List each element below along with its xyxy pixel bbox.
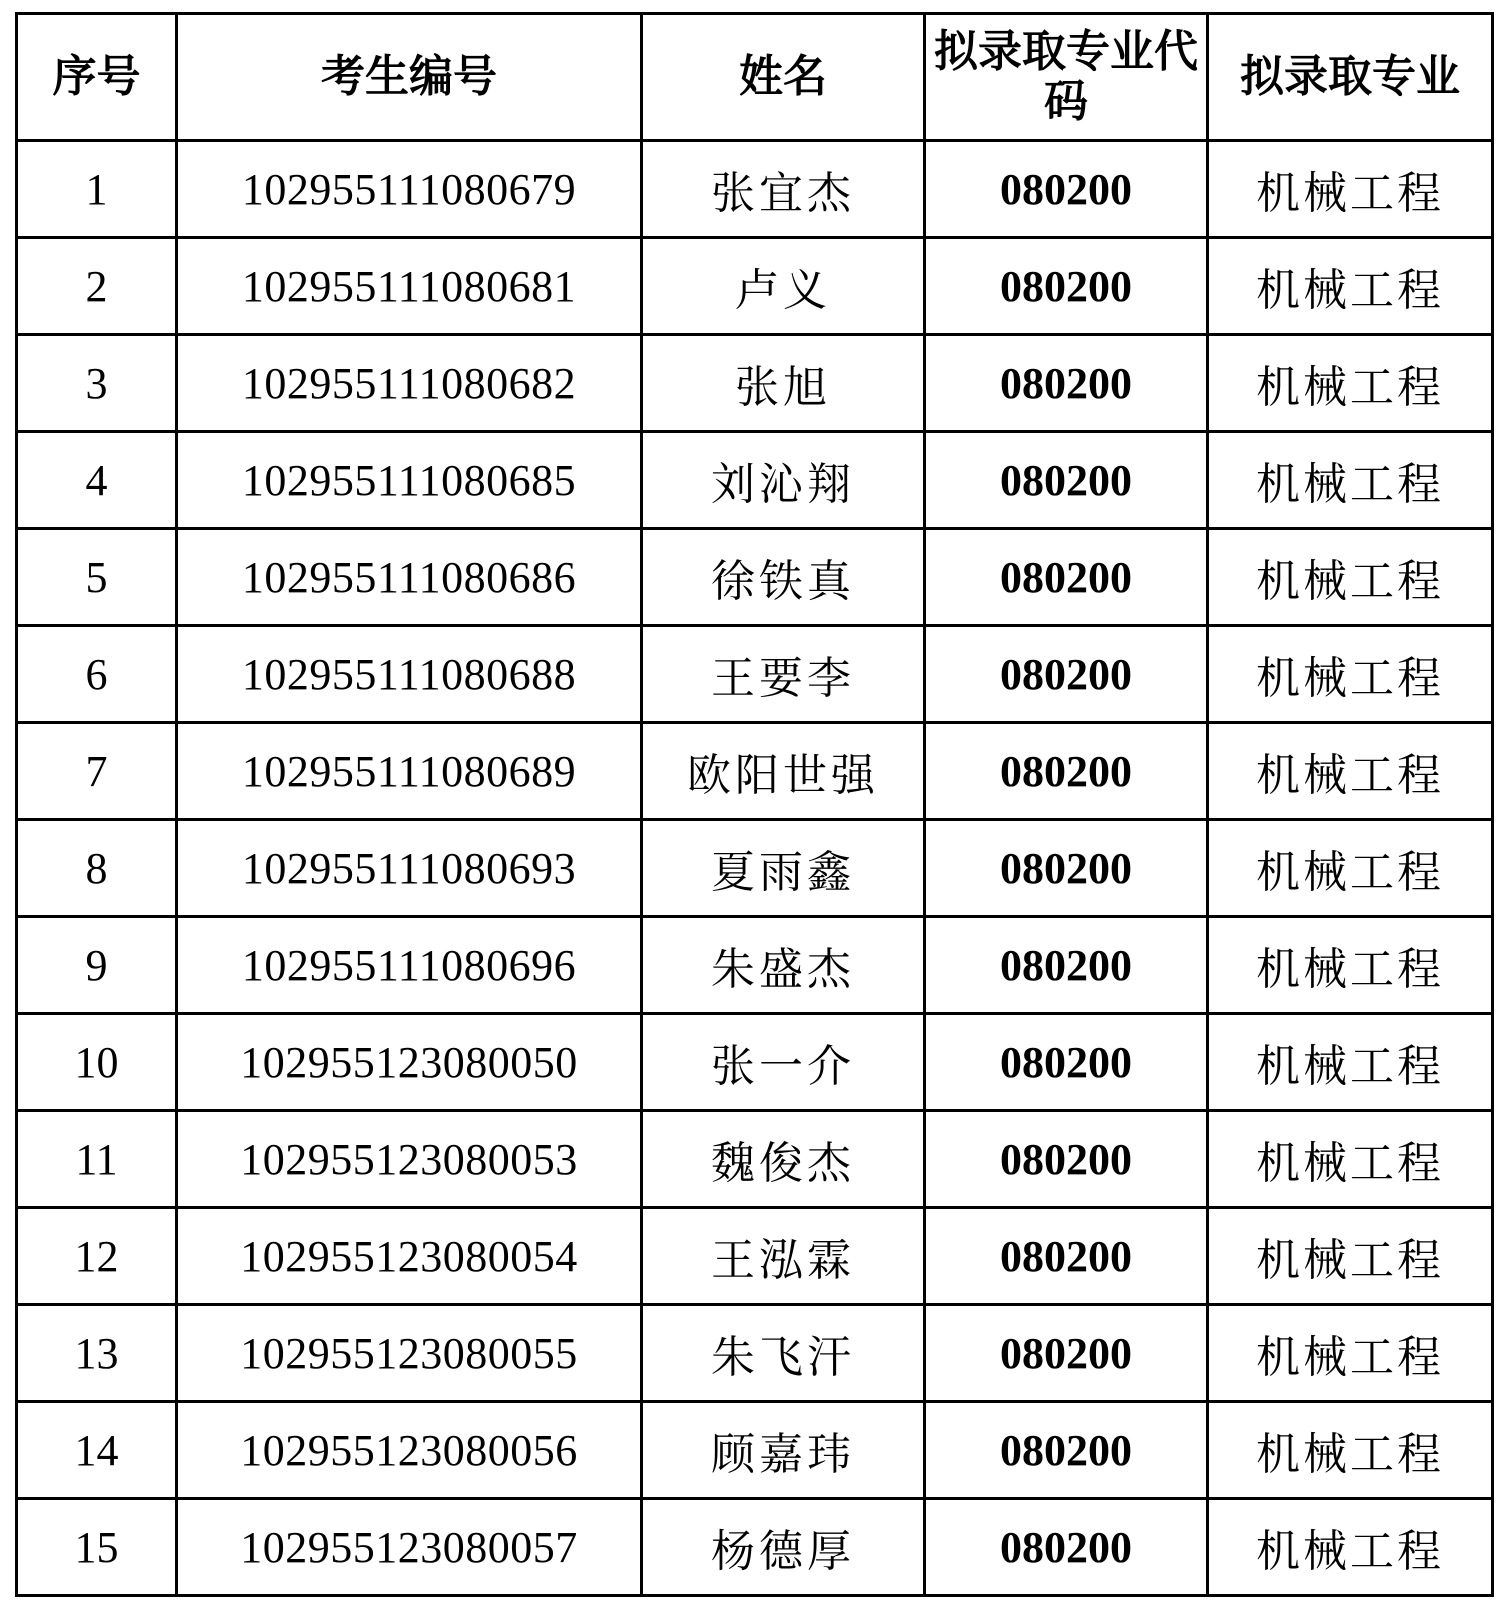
cell-major-code: 080200 [925,1499,1208,1596]
table-row [17,1014,1493,1111]
cell-major-code: 080200 [925,1305,1208,1402]
table-row [17,238,1493,335]
cell-exam-id: 102955111080696 [177,917,642,1014]
table-row [17,917,1493,1014]
cell-exam-id: 102955123080054 [177,1208,642,1305]
cell-seq: 12 [17,1208,177,1305]
cell-major: 机械工程 [1208,1402,1493,1499]
cell-seq: 13 [17,1305,177,1402]
table-row [17,432,1493,529]
cell-major-code: 080200 [925,141,1208,238]
cell-name: 杨德厚 [642,1499,925,1596]
cell-exam-id: 102955123080055 [177,1305,642,1402]
table-row [17,529,1493,626]
cell-major-code: 080200 [925,529,1208,626]
cell-major-code: 080200 [925,1014,1208,1111]
cell-seq: 15 [17,1499,177,1596]
cell-major: 机械工程 [1208,1208,1493,1305]
cell-major-code: 080200 [925,917,1208,1014]
cell-major: 机械工程 [1208,1305,1493,1402]
cell-name: 张旭 [642,335,925,432]
header-seq: 序号 [17,14,177,141]
cell-major-code: 080200 [925,432,1208,529]
cell-name: 欧阳世强 [642,723,925,820]
cell-exam-id: 102955123080053 [177,1111,642,1208]
cell-exam-id: 102955123080056 [177,1402,642,1499]
cell-name: 卢义 [642,238,925,335]
cell-major-code: 080200 [925,723,1208,820]
cell-name: 张宜杰 [642,141,925,238]
cell-major: 机械工程 [1208,917,1493,1014]
cell-name: 王要李 [642,626,925,723]
cell-name: 夏雨鑫 [642,820,925,917]
table-row [17,141,1493,238]
cell-name: 刘沁翔 [642,432,925,529]
cell-exam-id: 102955111080693 [177,820,642,917]
cell-major: 机械工程 [1208,238,1493,335]
cell-major: 机械工程 [1208,1499,1493,1596]
cell-name: 顾嘉玮 [642,1402,925,1499]
table-row [17,1208,1493,1305]
admission-table [15,12,1494,1597]
header-name: 姓名 [642,14,925,141]
cell-major-code: 080200 [925,238,1208,335]
cell-major: 机械工程 [1208,335,1493,432]
table-row [17,820,1493,917]
cell-name: 朱飞汗 [642,1305,925,1402]
cell-major: 机械工程 [1208,529,1493,626]
cell-seq: 6 [17,626,177,723]
cell-exam-id: 102955111080685 [177,432,642,529]
cell-seq: 9 [17,917,177,1014]
cell-major: 机械工程 [1208,1014,1493,1111]
header-major-code: 拟录取专业代码 [925,14,1208,141]
table-row [17,626,1493,723]
table-row [17,1111,1493,1208]
cell-major: 机械工程 [1208,820,1493,917]
cell-major: 机械工程 [1208,626,1493,723]
cell-name: 魏俊杰 [642,1111,925,1208]
cell-major: 机械工程 [1208,141,1493,238]
cell-major: 机械工程 [1208,432,1493,529]
header-major: 拟录取专业 [1208,14,1493,141]
table-row [17,723,1493,820]
cell-exam-id: 102955111080682 [177,335,642,432]
header-exam-id: 考生编号 [177,14,642,141]
cell-seq: 2 [17,238,177,335]
cell-major-code: 080200 [925,1208,1208,1305]
cell-major: 机械工程 [1208,1111,1493,1208]
cell-seq: 11 [17,1111,177,1208]
cell-exam-id: 102955123080057 [177,1499,642,1596]
cell-major: 机械工程 [1208,723,1493,820]
cell-seq: 3 [17,335,177,432]
table-body [17,141,1493,1596]
table-row [17,1402,1493,1499]
cell-name: 张一介 [642,1014,925,1111]
cell-seq: 10 [17,1014,177,1111]
cell-name: 王泓霖 [642,1208,925,1305]
table-row [17,1499,1493,1596]
header-row [17,14,1493,141]
cell-seq: 4 [17,432,177,529]
cell-major-code: 080200 [925,626,1208,723]
cell-exam-id: 102955111080686 [177,529,642,626]
cell-name: 朱盛杰 [642,917,925,1014]
cell-seq: 8 [17,820,177,917]
cell-seq: 7 [17,723,177,820]
cell-exam-id: 102955123080050 [177,1014,642,1111]
cell-seq: 14 [17,1402,177,1499]
cell-name: 徐铁真 [642,529,925,626]
cell-exam-id: 102955111080689 [177,723,642,820]
cell-seq: 5 [17,529,177,626]
table-row [17,1305,1493,1402]
cell-seq: 1 [17,141,177,238]
cell-major-code: 080200 [925,820,1208,917]
cell-exam-id: 102955111080679 [177,141,642,238]
table-header [17,14,1493,141]
table-row [17,335,1493,432]
cell-exam-id: 102955111080681 [177,238,642,335]
cell-major-code: 080200 [925,335,1208,432]
cell-exam-id: 102955111080688 [177,626,642,723]
cell-major-code: 080200 [925,1402,1208,1499]
cell-major-code: 080200 [925,1111,1208,1208]
